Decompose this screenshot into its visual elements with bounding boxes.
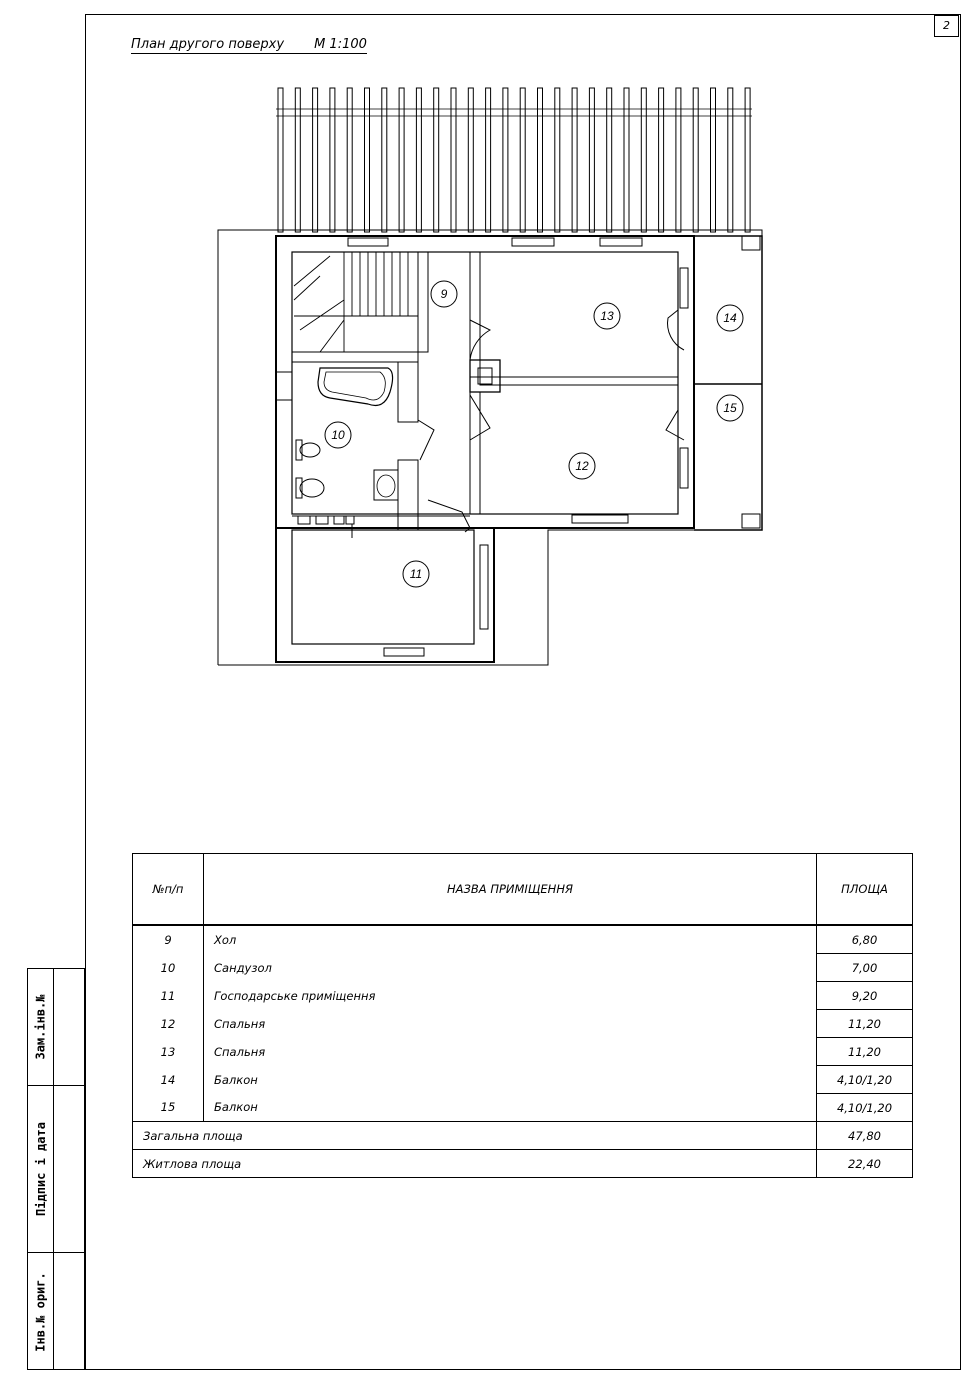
roof-batten <box>313 88 318 232</box>
inner-wall-main <box>292 252 678 514</box>
row-num: 13 <box>133 1038 204 1066</box>
row-name: Балкон <box>204 1066 817 1094</box>
sink <box>374 470 398 500</box>
roof-batten <box>572 88 577 232</box>
row-num: 10 <box>133 954 204 982</box>
stair-line <box>294 276 320 300</box>
roof-batten <box>520 88 525 232</box>
row-area: 4,10/1,20 <box>817 1094 913 1122</box>
roof-batten <box>330 88 335 232</box>
stamp-column-divider <box>53 969 54 1369</box>
table-total-row <box>133 1122 913 1150</box>
door-15 <box>666 410 684 440</box>
roof-batten <box>416 88 421 232</box>
living-label: Житлова площа <box>133 1150 817 1178</box>
windows <box>348 238 688 656</box>
roof-batten <box>676 88 681 232</box>
table-row <box>133 925 913 954</box>
roof-batten <box>693 88 698 232</box>
door-bath <box>418 420 434 460</box>
plan-title-text: План другого поверху <box>131 37 285 52</box>
wall-bath-east <box>398 362 418 422</box>
bath-window <box>276 372 292 400</box>
roof-batten <box>728 88 733 232</box>
sink-basin <box>377 475 395 497</box>
inner-wall-utility <box>292 530 474 644</box>
table-header-row <box>133 854 913 926</box>
chimney <box>470 360 500 392</box>
plan-scale: М 1:100 <box>314 37 367 52</box>
wall-hall-east-lower <box>470 392 480 514</box>
door-14 <box>668 310 684 350</box>
living-area: 22,40 <box>817 1150 913 1178</box>
window-2 <box>512 238 554 246</box>
row-area: 11,20 <box>817 1010 913 1038</box>
row-name: Спальня <box>204 1010 817 1038</box>
row-num: 12 <box>133 1010 204 1038</box>
total-area: 47,80 <box>817 1122 913 1150</box>
row-area: 11,20 <box>817 1038 913 1066</box>
side-stamp <box>27 968 85 1370</box>
wall-hall-east-upper <box>470 252 480 377</box>
stamp-orig-inv: Інв.№ ориг. <box>34 1271 49 1352</box>
room-table <box>132 853 913 1178</box>
row-num: 11 <box>133 982 204 1010</box>
room-marker-label: 11 <box>409 567 423 581</box>
table-row <box>133 1066 913 1094</box>
bathtub-inner <box>324 372 385 400</box>
row-area: 7,00 <box>817 954 913 982</box>
roof-batten <box>624 88 629 232</box>
roof-battens <box>278 88 750 232</box>
table-row <box>133 982 913 1010</box>
wall-stair-bath <box>292 352 418 362</box>
window-5 <box>384 648 424 656</box>
balcony-post-bottom <box>742 514 760 528</box>
roof-batten <box>555 88 560 232</box>
balcony-outline <box>694 236 762 530</box>
balcony-post-top <box>742 236 760 250</box>
row-name: Господарське приміщення <box>204 982 817 1010</box>
roof-batten <box>641 88 646 232</box>
roof-batten <box>503 88 508 232</box>
row-name: Балкон <box>204 1094 817 1122</box>
staircase <box>294 252 418 352</box>
room-marker-label: 9 <box>440 287 448 301</box>
outer-wall-main <box>276 236 694 528</box>
toilet-2-tank <box>296 478 302 498</box>
roof-batten <box>589 88 594 232</box>
wall-stair-east <box>418 252 428 352</box>
stair-line <box>294 256 330 286</box>
roof-batten <box>659 88 664 232</box>
roof-batten <box>538 88 543 232</box>
row-area: 9,20 <box>817 982 913 1010</box>
roof-batten <box>295 88 300 232</box>
row-name: Спальня <box>204 1038 817 1066</box>
roof-batten <box>451 88 456 232</box>
window-6 <box>480 545 488 629</box>
table-row <box>133 1010 913 1038</box>
stamp-replace-inv: Зам.інв.№ <box>34 994 48 1060</box>
room-marker-label: 14 <box>723 311 737 325</box>
toilet-2 <box>300 479 324 497</box>
toilet-1 <box>300 443 320 457</box>
table-row <box>133 954 913 982</box>
window-7 <box>680 268 688 308</box>
window-1 <box>348 238 388 246</box>
window-3 <box>600 238 642 246</box>
roof-batten <box>434 88 439 232</box>
roof-batten <box>745 88 750 232</box>
roof-batten <box>365 88 370 232</box>
row-area: 6,80 <box>817 925 913 954</box>
room-marker-label: 13 <box>600 309 614 323</box>
outer-wall-utility <box>276 528 494 662</box>
roof-batten <box>711 88 716 232</box>
header-name: НАЗВА ПРИМІЩЕННЯ <box>204 854 817 926</box>
room-marker-label: 10 <box>331 428 345 442</box>
roof-batten <box>382 88 387 232</box>
stair-line <box>320 320 344 352</box>
row-name: Сандузол <box>204 954 817 982</box>
stamp-signature-date: Підпис і дата <box>34 1121 49 1216</box>
toilet-1-tank <box>296 440 302 460</box>
roof-batten <box>347 88 352 232</box>
table-row <box>133 1038 913 1066</box>
roof-batten <box>486 88 491 232</box>
roof-batten <box>278 88 283 232</box>
window-8 <box>680 448 688 488</box>
window-4 <box>572 515 628 523</box>
header-num: №п/п <box>133 854 204 926</box>
room-marker-label: 12 <box>575 459 589 473</box>
roof-batten <box>468 88 473 232</box>
row-area: 4,10/1,20 <box>817 1066 913 1094</box>
roof-batten <box>399 88 404 232</box>
page-number: 2 <box>934 15 959 37</box>
wall-bedrooms-divider <box>480 377 678 385</box>
table-living-row <box>133 1150 913 1178</box>
row-num: 15 <box>133 1094 204 1122</box>
room-marker-label: 15 <box>723 401 737 415</box>
stair-line <box>300 300 344 330</box>
row-num: 9 <box>133 925 204 954</box>
row-name: Хол <box>204 925 817 954</box>
total-label: Загальна площа <box>133 1122 817 1150</box>
table-row <box>133 1094 913 1122</box>
roof-batten <box>607 88 612 232</box>
row-num: 14 <box>133 1066 204 1094</box>
header-area: ПЛОЩА <box>817 854 913 926</box>
room-markers <box>325 281 743 587</box>
wall-bath-east-lower <box>398 460 418 530</box>
